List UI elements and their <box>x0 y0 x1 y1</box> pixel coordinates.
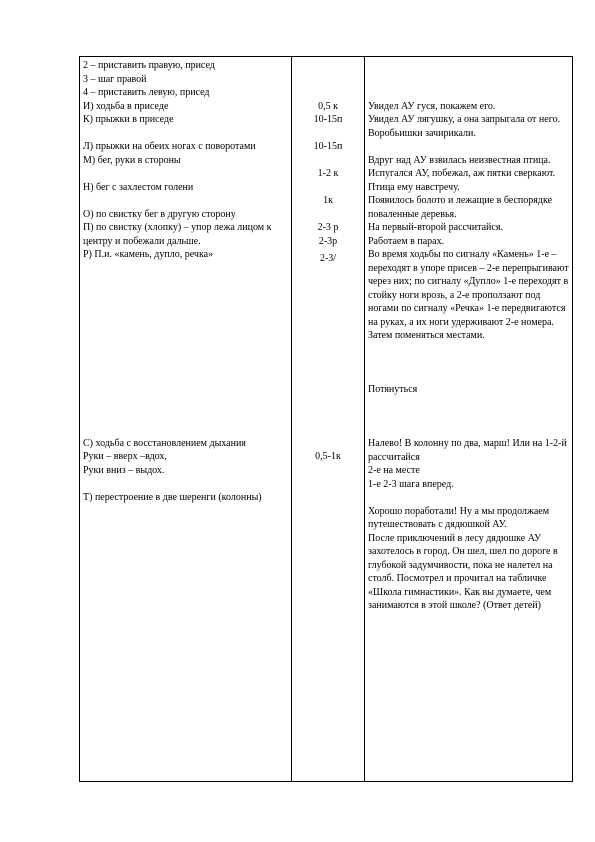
exercise-line: И) ходьба в приседе <box>83 100 169 112</box>
instruction-text: Птица ему навстречу. <box>368 181 460 193</box>
exercise-item: Т) перестроение в две шеренги (колонны) <box>83 491 262 503</box>
exercise-line: 3 – шаг правой <box>83 73 147 85</box>
exercise-item: Руки вниз – выдох. <box>83 464 165 476</box>
instruction-text: Воробьишки зачирикали. <box>368 127 476 139</box>
dosage-value: 0,5 к <box>318 100 338 112</box>
instruction-text: Потянуться <box>368 384 418 395</box>
instruction-text: Вдруг над АУ взвилась неизвестная птица. <box>368 154 551 166</box>
exercise-item: Н) бег с захлестом голени <box>83 181 194 193</box>
instruction-text: На первый-второй рассчитайся. <box>368 222 503 233</box>
exercise-item: Л) прыжки на обеих ногах с поворотами <box>83 141 256 152</box>
exercise-item: С) ходьба с восстановлением дыхания <box>83 437 246 449</box>
dosage-value: 2-3/ <box>319 253 337 264</box>
exercise-line: 2 – приставить правую, присед <box>83 60 215 71</box>
dosage-column <box>292 57 365 782</box>
instruction-text: После приключений в лесу дядюшке АУ захотелось в город. Он шел, шел по дороге в глубокой задумчивости, пока не налетел на столб. Посмотрел и прочитал на табличке «Школа гимнастики». Как вы думаете, чем занимаются в этой школе? (Ответ детей) <box>368 532 558 611</box>
instruction-text: Налево! В колонну по два, марш! Или на 1-2-й рассчитайся <box>368 438 567 463</box>
dosage-value: 10-15п <box>313 114 343 125</box>
dosage-value: 2-3 р <box>317 222 339 233</box>
exercise-item: П) по свистку (хлопку) – упор лежа лицом к центру и побежали дальше. <box>83 222 272 247</box>
dosage-value: 2-3р <box>318 235 338 247</box>
instruction-text: Работаем в парах. <box>368 235 445 247</box>
exercise-item: М) бег, руки в стороны <box>83 154 181 166</box>
exercise-item: О) по свистку бег в другую сторону <box>83 208 236 220</box>
dosage-value: 10-15п <box>313 141 343 152</box>
instructions-column <box>365 57 573 782</box>
instruction-text: Хорошо поработали! Ну а мы продолжаем путешествовать с дядюшкой АУ. <box>368 505 550 530</box>
dosage-value: 1к <box>323 195 333 206</box>
dosage-value: 0,5-1к <box>315 450 341 462</box>
instruction-text: Увидел АУ лягушку, а она запрыгала от него. <box>368 114 561 125</box>
exercise-column <box>80 57 292 782</box>
table-row <box>80 57 573 782</box>
lesson-plan-table <box>79 56 573 782</box>
exercise-line: 4 – приставить левую, присед <box>83 87 210 98</box>
exercise-item: Р) П.и. «камень, дупло, речка» <box>83 249 214 260</box>
instruction-text: 2-е на месте <box>368 465 420 476</box>
exercise-line: К) прыжки в приседе <box>83 114 174 125</box>
dosage-value: 1-2 к <box>317 168 339 179</box>
instruction-text: Увидел АУ гуся, покажем его. <box>368 100 496 112</box>
instruction-text: 1-е 2-3 шага вперед. <box>368 478 454 490</box>
exercise-item: Руки – вверх –вдох, <box>83 451 167 462</box>
instruction-text: Во время ходьбы по сигналу «Камень» 1-е – переходят в упоре присев – 2-е перепрыгивают через них; по сигналу «Дупло» 1-е переходят в стойку ноги врозь, а 2-е проползают под ногами по сигналу «Речка» 1-е передвигаются на руках, а их ноги удерживают 2-е номера. Затем поменяться местами. <box>368 249 569 341</box>
instruction-text: Испугался АУ, побежал, аж пятки сверкают. <box>368 168 556 179</box>
instruction-text: Появилось болото и лежащие в беспорядке поваленные деревья. <box>368 195 553 220</box>
